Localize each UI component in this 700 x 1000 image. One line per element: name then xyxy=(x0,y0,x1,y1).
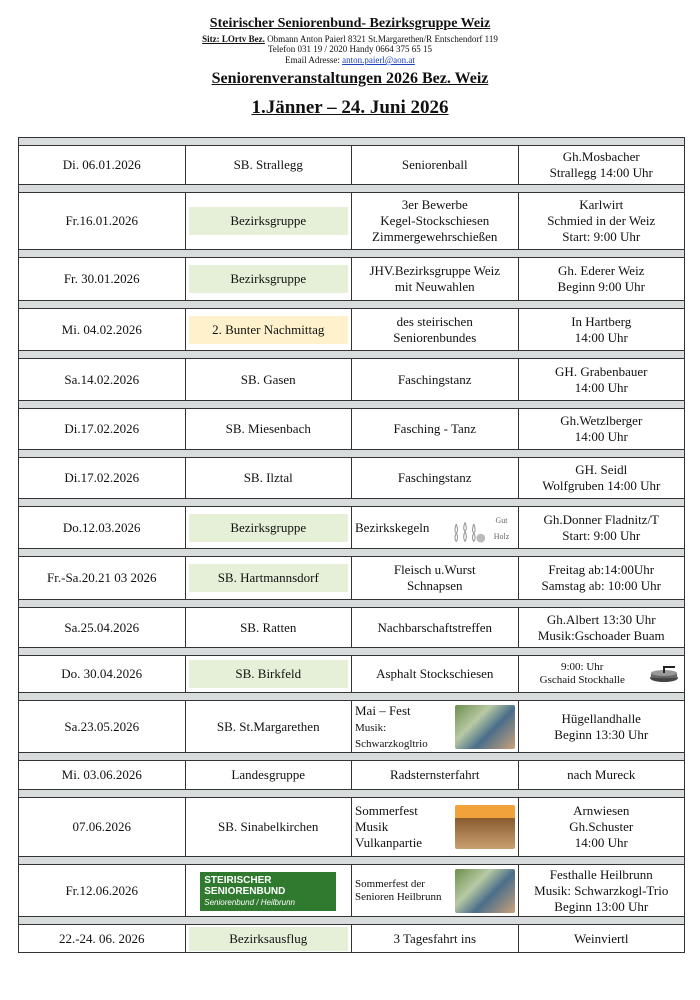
location-line: Gh.Schuster xyxy=(569,819,634,834)
event-line: Senioren Heilbrunn xyxy=(355,890,442,903)
organizer-cell xyxy=(185,507,352,549)
date-cell: Fr.-Sa.20.21 03 2026 xyxy=(19,557,186,600)
table-row xyxy=(19,557,685,600)
table-row xyxy=(19,656,685,693)
event-cell xyxy=(352,146,519,185)
phone-line: Telefon 031 19 / 2020 Handy 0664 375 65 15 xyxy=(267,44,433,54)
date-cell: Fr. 30.01.2026 xyxy=(19,258,186,301)
email-line xyxy=(0,55,700,65)
location-line: Strallegg 14:00 Uhr xyxy=(549,165,653,180)
logo-line: Seniorenbund / Heilbrunn xyxy=(204,897,295,907)
row-separator xyxy=(19,138,685,146)
event-line: Asphalt Stockschiesen xyxy=(376,666,494,681)
organizer-cell: SB. Strallegg xyxy=(185,146,352,185)
event-line: Fasching - Tanz xyxy=(393,421,477,436)
location-line: Arnwiesen xyxy=(573,803,630,818)
events-table xyxy=(18,137,685,953)
organizer-cell xyxy=(185,656,352,693)
location-cell xyxy=(518,458,685,499)
location-line: In Hartberg xyxy=(571,313,632,329)
table-row xyxy=(19,701,685,753)
row-separator xyxy=(19,301,685,309)
event-line: Musik: xyxy=(355,721,387,734)
row-separator xyxy=(19,549,685,557)
date-cell: 22.-24. 06. 2026 xyxy=(19,925,186,953)
organizer-cell: SB. St.Margarethen xyxy=(185,701,352,753)
location-cell xyxy=(518,656,685,693)
location-line: Gh.Donner Fladnitz/T xyxy=(543,511,660,527)
email-label: Email Adresse: xyxy=(285,55,340,65)
location-line: Festhalle Heilbrunn xyxy=(549,866,653,882)
event-text xyxy=(355,803,451,851)
location-line: Gh.Albert 13:30 Uhr xyxy=(546,611,656,627)
event-cell xyxy=(352,798,519,857)
event-with-image xyxy=(355,511,515,545)
organizer-cell: SB. Gasen xyxy=(185,359,352,401)
location-line: 9:00: Uhr xyxy=(561,661,604,673)
location-cell xyxy=(518,925,685,953)
row-separator xyxy=(19,600,685,608)
date-cell: Di. 06.01.2026 xyxy=(19,146,186,185)
period-heading: 1.Jänner – 24. Juni 2026 xyxy=(251,97,449,118)
date-cell: Di.17.02.2026 xyxy=(19,458,186,499)
date-cell: Sa.23.05.2026 xyxy=(19,701,186,753)
organizer-cell: SB. Ilztal xyxy=(185,458,352,499)
event-cell xyxy=(352,309,519,351)
location-cell xyxy=(518,258,685,301)
location-cell xyxy=(518,798,685,857)
organizer-highlight: Bezirksausflug xyxy=(189,927,349,951)
band-poster-image xyxy=(455,805,515,849)
organizer-highlight: SB. Hartmannsdorf xyxy=(189,564,349,592)
organization-name: Steirischer Seniorenbund- Bezirksgruppe Weiz xyxy=(209,16,491,31)
organizer-cell xyxy=(185,865,352,917)
event-line: Faschingstanz xyxy=(397,371,472,387)
location-cell xyxy=(518,359,685,401)
location-line: Schmied in der Weiz xyxy=(547,213,656,228)
location-line: Beginn 9:00 Uhr xyxy=(557,279,645,294)
table-row xyxy=(19,458,685,499)
logo-line: STEIRISCHER xyxy=(204,874,272,886)
table-row xyxy=(19,798,685,857)
location-line: nach Mureck xyxy=(567,767,636,782)
row-separator xyxy=(19,250,685,258)
location-line: Gh.Mosbacher xyxy=(562,149,640,164)
table-row xyxy=(19,925,685,953)
document-title: Seniorenveranstaltungen 2026 Bez. Weiz xyxy=(211,70,489,87)
location-cell xyxy=(518,557,685,600)
event-cell xyxy=(352,701,519,753)
location-line: Karlwirt xyxy=(579,197,624,212)
event-line: Radsternsterfahrt xyxy=(389,767,480,782)
event-with-image xyxy=(355,869,515,913)
date-cell: 07.06.2026 xyxy=(19,798,186,857)
location-cell xyxy=(518,409,685,450)
event-cell xyxy=(352,258,519,301)
date-cell: Fr.16.01.2026 xyxy=(19,193,186,250)
date-cell: Di.17.02.2026 xyxy=(19,409,186,450)
row-separator xyxy=(19,753,685,761)
table-row xyxy=(19,761,685,790)
table-row xyxy=(19,258,685,301)
row-separator xyxy=(19,450,685,458)
location-line: Hügellandhalle xyxy=(561,710,641,726)
location-cell xyxy=(518,865,685,917)
location-line: Gschaid Stockhalle xyxy=(539,674,625,686)
row-separator xyxy=(19,648,685,656)
organizer-highlight: Bezirksgruppe xyxy=(189,207,349,235)
date-cell: Mi. 03.06.2026 xyxy=(19,761,186,790)
row-separator xyxy=(19,401,685,409)
event-line: Bezirkskegeln xyxy=(355,519,430,535)
row-separator xyxy=(19,185,685,193)
sitz-label: Sitz: LOrtv Bez. xyxy=(202,34,265,44)
organizer-cell xyxy=(185,557,352,600)
event-cell xyxy=(352,761,519,790)
event-text xyxy=(355,878,451,904)
curling-stone-icon xyxy=(647,665,681,683)
organizer-highlight: SB. Birkfeld xyxy=(189,660,349,688)
event-line: 3 Tagesfahrt ins xyxy=(393,930,477,946)
organizer-cell: SB. Sinabelkirchen xyxy=(185,798,352,857)
location-line: Musik: Schwarzkogl-Trio xyxy=(534,882,669,898)
event-line: Schwarzkogltrio xyxy=(355,737,428,750)
event-line: Vulkanpartie xyxy=(355,835,423,850)
event-line: 3er Bewerbe xyxy=(401,197,468,212)
location-line: 14:00 Uhr xyxy=(574,835,628,850)
organizer-cell xyxy=(185,258,352,301)
organizer-cell xyxy=(185,193,352,250)
event-line: Fleisch u.Wurst xyxy=(393,562,476,577)
event-cell xyxy=(352,608,519,648)
logo-line: SENIORENBUND xyxy=(204,885,286,897)
location-cell xyxy=(518,309,685,351)
location-line: 14:00 Uhr xyxy=(574,329,628,345)
event-text xyxy=(355,703,451,751)
event-cell xyxy=(352,925,519,953)
image-caption: Gut Holz xyxy=(493,515,510,541)
row-separator xyxy=(19,693,685,701)
organizer-highlight: Bezirksgruppe xyxy=(189,514,349,542)
event-cell xyxy=(352,865,519,917)
event-with-image xyxy=(355,803,515,851)
location-cell xyxy=(518,761,685,790)
location-cell xyxy=(518,146,685,185)
location-line: Start: 9:00 Uhr xyxy=(562,527,641,543)
organizer-cell xyxy=(185,309,352,351)
table-row xyxy=(19,865,685,917)
location-line: Beginn 13:00 Uhr xyxy=(554,898,649,914)
table-row xyxy=(19,507,685,549)
organizer-cell: SB. Ratten xyxy=(185,608,352,648)
date-cell: Fr.12.06.2026 xyxy=(19,865,186,917)
table-row xyxy=(19,146,685,185)
organizer-cell: Landesgruppe xyxy=(185,761,352,790)
event-line: Nachbarschaftstreffen xyxy=(377,619,493,635)
bowling-pins-icon xyxy=(451,511,515,545)
location-cell xyxy=(518,608,685,648)
event-line: des steirischen xyxy=(396,313,473,329)
location-line: GH. Grabenbauer xyxy=(555,363,648,379)
event-line: Musik xyxy=(355,819,389,834)
location-line: Wolfgruben 14:00 Uhr xyxy=(542,478,661,493)
band-photo xyxy=(455,705,515,749)
location-line: Weinviertl xyxy=(573,930,629,946)
event-line: Seniorenbundes xyxy=(393,329,477,345)
date-cell: Do. 30.04.2026 xyxy=(19,656,186,693)
row-separator xyxy=(19,857,685,865)
table-row xyxy=(19,608,685,648)
event-line: Sommerfest xyxy=(355,803,418,818)
event-cell xyxy=(352,458,519,499)
event-line: JHV.Bezirksgruppe Weiz xyxy=(369,263,501,278)
location-line: Start: 9:00 Uhr xyxy=(562,229,641,244)
location-with-image xyxy=(522,661,682,687)
event-line: Sommerfest der xyxy=(355,877,425,890)
location-cell xyxy=(518,193,685,250)
organizer-cell xyxy=(185,925,352,953)
event-with-image xyxy=(355,703,515,751)
row-separator xyxy=(19,351,685,359)
row-separator xyxy=(19,790,685,798)
event-cell xyxy=(352,557,519,600)
table-row xyxy=(19,359,685,401)
location-line: Freitag ab:14:00Uhr xyxy=(548,562,655,577)
location-line: 14:00 Uhr xyxy=(574,379,628,395)
band-photo xyxy=(455,869,515,913)
event-cell xyxy=(352,507,519,549)
location-line: GH. Seidl xyxy=(575,462,628,477)
location-line: Gh. Ederer Weiz xyxy=(558,263,645,278)
row-separator xyxy=(19,917,685,925)
table-row xyxy=(19,309,685,351)
location-line: Musik:Gschoader Buam xyxy=(537,627,665,643)
location-cell xyxy=(518,507,685,549)
address-line xyxy=(0,34,700,44)
seniorenbund-logo xyxy=(200,872,336,911)
location-cell xyxy=(518,701,685,753)
address-text: Obmann Anton Paierl 8321 St.Margarethen/R Entschendorf 119 xyxy=(267,34,498,44)
date-cell: Sa.14.02.2026 xyxy=(19,359,186,401)
event-cell xyxy=(352,193,519,250)
location-text xyxy=(522,661,644,687)
event-line: Kegel-Stockschiesen xyxy=(380,213,490,228)
table-row xyxy=(19,193,685,250)
event-cell xyxy=(352,359,519,401)
location-line: Samstag ab: 10:00 Uhr xyxy=(541,578,661,593)
event-line: Mai – Fest xyxy=(355,702,411,718)
event-cell xyxy=(352,409,519,450)
email-link[interactable]: anton.paierl@aon.at xyxy=(342,55,415,65)
date-cell: Mi. 04.02.2026 xyxy=(19,309,186,351)
row-separator xyxy=(19,499,685,507)
organizer-highlight: Bezirksgruppe xyxy=(189,265,349,293)
location-line: Beginn 13:30 Uhr xyxy=(554,726,649,742)
event-line: Schnapsen xyxy=(406,578,463,593)
bowling-pins-graphic xyxy=(451,519,486,545)
date-cell: Do.12.03.2026 xyxy=(19,507,186,549)
event-cell xyxy=(352,656,519,693)
table-row xyxy=(19,409,685,450)
organizer-cell: SB. Miesenbach xyxy=(185,409,352,450)
event-line: Seniorenball xyxy=(401,157,468,172)
event-line: mit Neuwahlen xyxy=(394,279,475,294)
event-line: Zimmergewehrschießen xyxy=(372,229,498,244)
location-line: Gh.Wetzlberger xyxy=(560,413,643,428)
location-line: 14:00 Uhr xyxy=(574,429,628,444)
organizer-highlight: 2. Bunter Nachmittag xyxy=(189,316,349,344)
event-line: Faschingstanz xyxy=(397,470,472,485)
date-cell: Sa.25.04.2026 xyxy=(19,608,186,648)
